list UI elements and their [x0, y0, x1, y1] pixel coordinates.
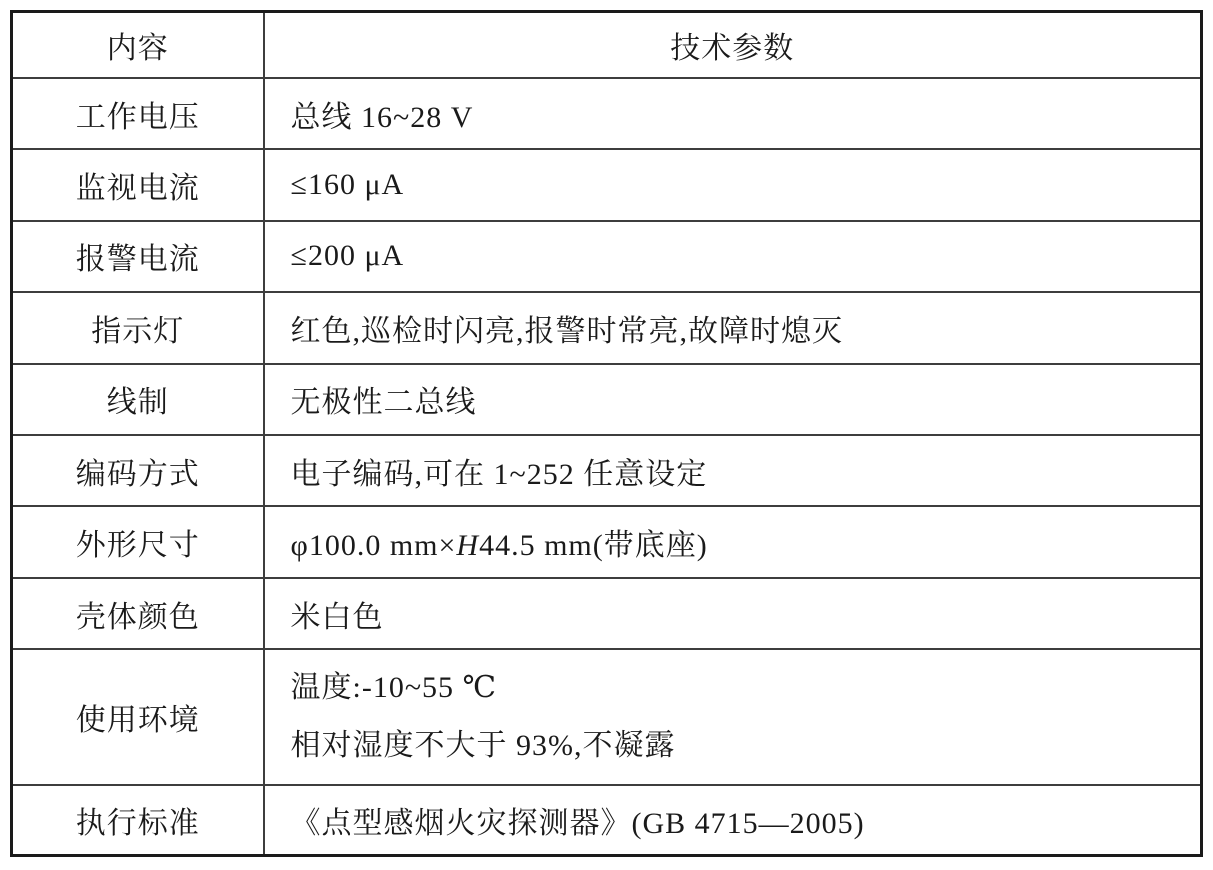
dimension-suffix: 44.5 mm(带底座): [479, 529, 708, 563]
row-label: 外形尺寸: [12, 506, 264, 577]
table-row: [12, 506, 1202, 577]
table-row: [12, 364, 1202, 435]
row-label: 使用环境: [12, 649, 264, 785]
row-value: ≤160 μA: [264, 149, 1202, 220]
row-label: 工作电压: [12, 78, 264, 149]
row-value: 无极性二总线: [264, 364, 1202, 435]
header-cell-parameters: 技术参数: [264, 12, 1202, 78]
table-row: [12, 578, 1202, 649]
table-row: [12, 435, 1202, 506]
header-row: [12, 12, 1202, 78]
row-label: 壳体颜色: [12, 578, 264, 649]
row-value: 电子编码,可在 1~252 任意设定: [264, 435, 1202, 506]
table-row: [12, 292, 1202, 363]
row-label: 线制: [12, 364, 264, 435]
table-row: [12, 785, 1202, 855]
environment-temperature-line: 温度:-10~55 ℃: [290, 671, 498, 705]
spec-table: [10, 10, 1203, 857]
row-label: 报警电流: [12, 221, 264, 292]
row-value: 红色,巡检时闪亮,报警时常亮,故障时熄灭: [264, 292, 1202, 363]
row-label: 监视电流: [12, 149, 264, 220]
table-row: [12, 78, 1202, 149]
table-row: [12, 149, 1202, 220]
dimension-height-symbol: H: [456, 529, 480, 563]
table-row: [12, 649, 1202, 785]
row-value: 总线 16~28 V: [264, 78, 1202, 149]
row-label: 执行标准: [12, 785, 264, 855]
header-cell-content: 内容: [12, 12, 264, 78]
environment-humidity-line: 相对湿度不大于 93%,不凝露: [290, 729, 676, 763]
table-row: [12, 221, 1202, 292]
row-label: 指示灯: [12, 292, 264, 363]
row-value: ≤200 μA: [264, 221, 1202, 292]
row-label: 编码方式: [12, 435, 264, 506]
row-value: [264, 506, 1202, 577]
row-value: [264, 649, 1202, 785]
dimension-prefix: φ100.0 mm×: [290, 529, 457, 563]
row-value: 《点型感烟火灾探测器》(GB 4715—2005): [264, 785, 1202, 855]
row-value: 米白色: [264, 578, 1202, 649]
